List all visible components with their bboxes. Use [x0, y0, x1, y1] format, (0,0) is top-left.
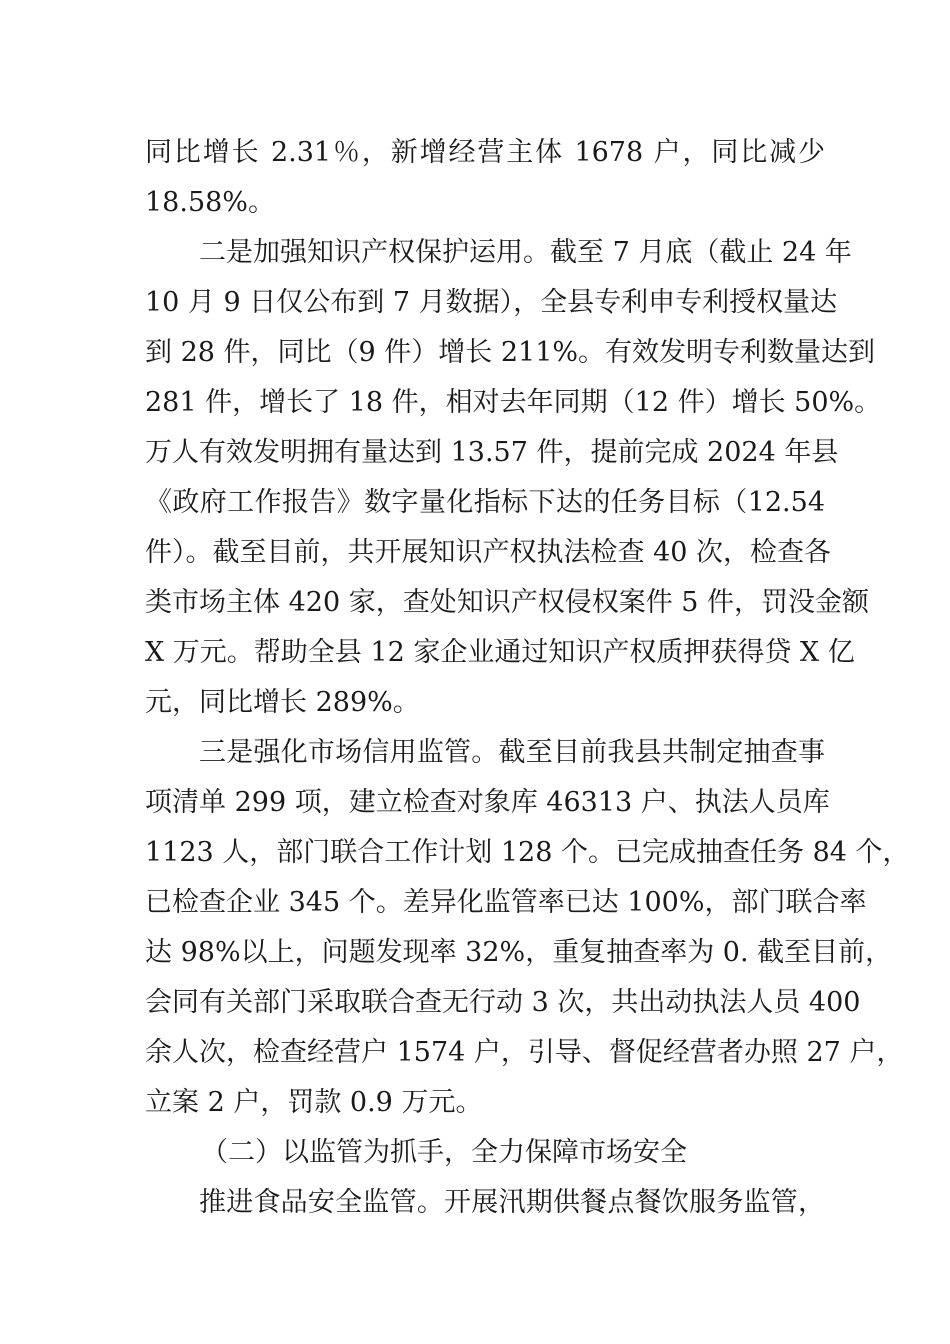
text-line: 余人次，检查经营户 1574 户，引导、督促经营者办照 27 户， [145, 1037, 904, 1068]
text-line: 281 件，增长了 18 件，相对去年同期（12 件）增长 50%。 [145, 387, 882, 418]
text-line: 《政府工作报告》数字量化指标下达的任务目标（12.54 [145, 487, 825, 518]
text-line: 件）。截至目前，共开展知识产权执法检查 40 次，检查各 [145, 537, 832, 568]
section-heading: （二）以监管为抓手，全力保障市场安全 [201, 1137, 687, 1168]
text-line: X 万元。帮助全县 12 家企业通过知识产权质押获得贷 X 亿 [145, 637, 855, 668]
text-line: 元，同比增长 289%。 [145, 687, 420, 718]
text-line: 10 月 9 日仅公布到 7 月数据），全县专利申专利授权量达 [145, 287, 838, 318]
text-line: 18.58%。 [145, 187, 275, 218]
paragraph-start-line: 推进食品安全监管。开展汛期供餐点餐饮服务监管， [199, 1187, 825, 1218]
text-line: 达 98%以上，问题发现率 32%，重复抽查率为 0. 截至目前， [145, 937, 893, 968]
text-line: 已检查企业 345 个。差异化监管率已达 100%，部门联合率 [145, 887, 867, 918]
paragraph-start-line: 二是加强知识产权保护运用。截至 7 月底（截止 24 年 [199, 237, 852, 268]
text-line: 项清单 299 项，建立检查对象库 46313 户、执法人员库 [145, 787, 830, 818]
text-line: 到 28 件，同比（9 件）增长 211%。有效发明专利数量达到 [145, 337, 876, 368]
text-line: 立案 2 户，罚款 0.9 万元。 [145, 1087, 483, 1118]
text-line: 类市场主体 420 家，查处知识产权侵权案件 5 件，罚没金额 [145, 587, 870, 618]
text-line: 同比增长 2.31％，新增经营主体 1678 户，同比减少 [145, 137, 825, 168]
paragraph-start-line: 三是强化市场信用监管。截至目前我县共制定抽查事 [199, 737, 825, 768]
text-line: 万人有效发明拥有量达到 13.57 件，提前完成 2024 年县 [145, 437, 839, 468]
text-line: 会同有关部门采取联合查无行动 3 次，共出动执法人员 400 [145, 987, 861, 1018]
text-line: 1123 人，部门联合工作计划 128 个。已完成抽查任务 84 个， [145, 837, 910, 868]
